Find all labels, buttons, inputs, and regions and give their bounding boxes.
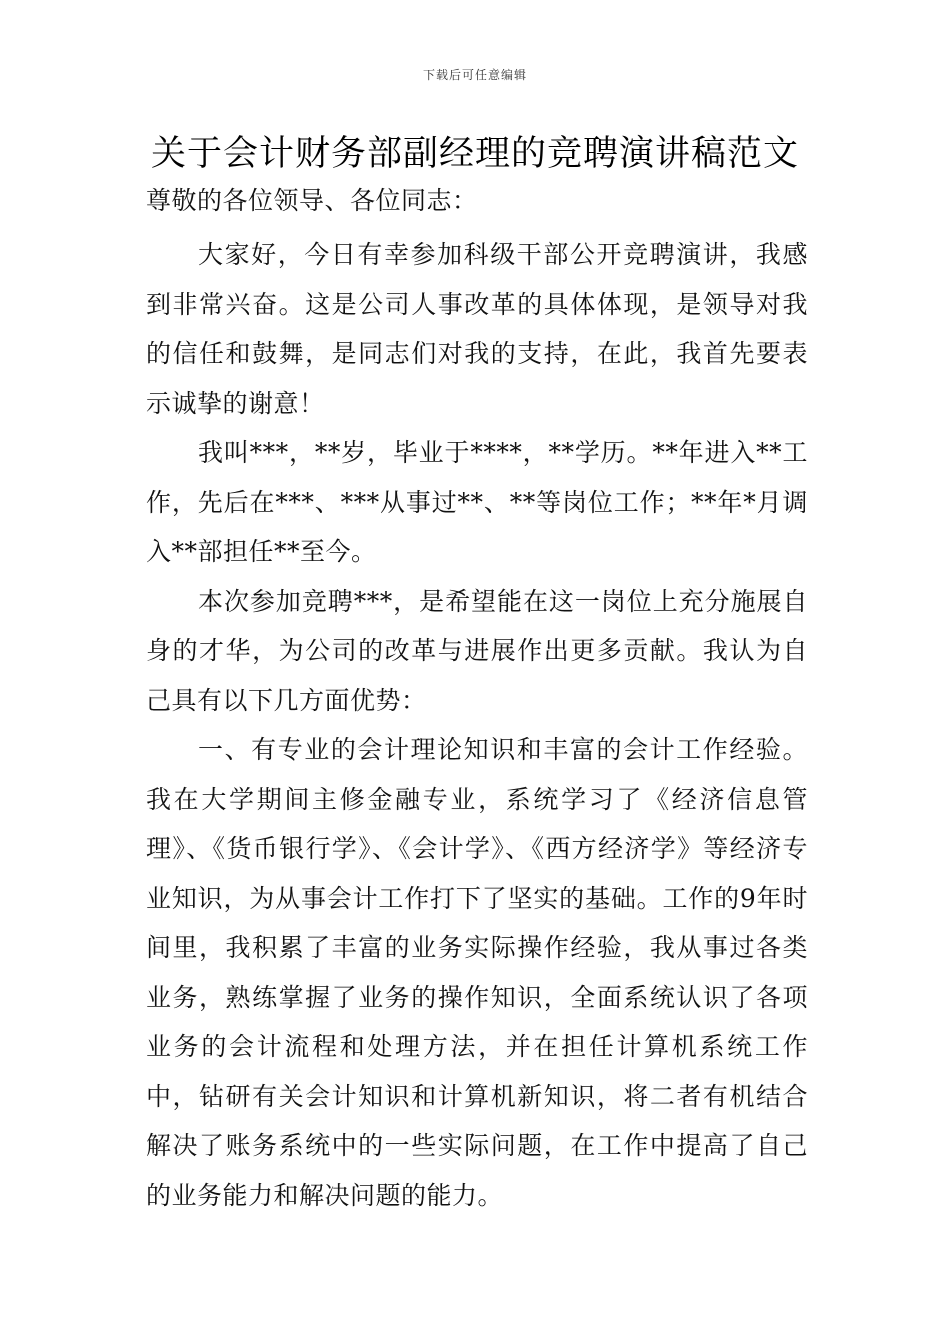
paragraph-greeting: 大家好，今日有幸参加科级干部公开竞聘演讲，我感到非常兴奋。这是公司人事改革的具体体现，是领导对我的信任和鼓舞，是同志们对我的支持，在此，我首先要表示诚挚的谢意！ xyxy=(146,240,808,418)
salutation: 尊敬的各位领导、各位同志： xyxy=(146,186,478,215)
document-title: 关于会计财务部副经理的竞聘演讲稿范文 xyxy=(150,134,799,174)
header-note: 下载后可任意编辑 xyxy=(422,68,527,82)
paragraph-motivation: 本次参加竞聘***，是希望能在这一岗位上充分施展自身的才华，为公司的改革与进展作出更多贡献。我认为自己具有以下几方面优势： xyxy=(146,586,808,715)
document-body xyxy=(146,177,808,1220)
paragraph-advantage-one: 一、有专业的会计理论知识和丰富的会计工作经验。我在大学期间主修金融专业，系统学习了《经济信息管理》、《货币银行学》、《会计学》、《西方经济学》等经济专业知识，为从事会计工作打下了坚实的基础。工作的9年时间里，我积累了丰富的业务实际操作经验，我从事过各类业务，熟练掌握了业务的操作知识，全面系统认识了各项业务的会计流程和处理方法，并在担任计算机系统工作中，钻研有关会计知识和计算机新知识，将二者有机结合解决了账务系统中的一些实际问题，在工作中提高了自己的业务能力和解决问题的能力。 xyxy=(146,735,808,1210)
paragraph-self-intro: 我叫***，**岁，毕业于****，**学历。**年进入**工作，先后在***、***从事过**、**等岗位工作；**年*月调入**部担任**至今。 xyxy=(146,438,808,566)
